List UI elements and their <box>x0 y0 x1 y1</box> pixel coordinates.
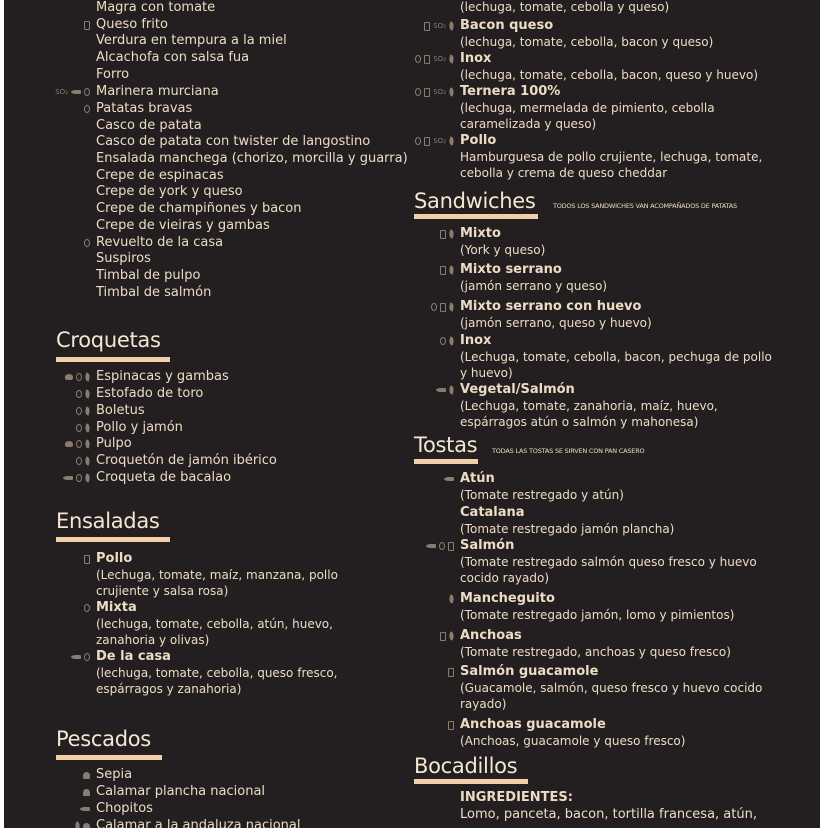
menu-item: Crepe de champiñones y bacon <box>96 201 302 216</box>
menu-item-description: (Tomate restregado, anchoas y queso fresco) <box>460 645 731 659</box>
sulphites-icon: SO₂ <box>433 88 446 96</box>
menu-item: Sepia <box>96 767 133 782</box>
egg-icon <box>76 440 82 448</box>
menu-item-title: Ternera 100% <box>460 84 561 99</box>
menu-item-title: Salmón <box>460 538 515 553</box>
leaf-icon <box>84 423 91 432</box>
fish-icon <box>436 388 446 392</box>
allergen-icons <box>34 553 90 565</box>
allergen-icons <box>398 630 454 642</box>
jar-icon <box>440 230 446 239</box>
menu-item: Croqueta de bacalao <box>96 470 232 485</box>
allergen-icons <box>34 786 90 798</box>
menu-item: Timbal de pulpo <box>96 268 201 283</box>
jar-icon <box>448 721 454 730</box>
menu-item-description: (Tomate restregado salmón queso fresco y huevo cocido rayado) <box>460 555 757 585</box>
allergen-icons <box>34 103 90 115</box>
allergen-icons <box>34 86 90 98</box>
menu-item: Verdura en tempura a la miel <box>96 33 287 48</box>
menu-item-description: (Lechuga, tomate, maíz, manzana, pollo crujiente y salsa rosa) <box>96 568 338 598</box>
menu-item-description: (Lechuga, tomate, cebolla, bacon, pechuga de pollo y huevo) <box>460 350 772 380</box>
bocadillos-ingredients-label: INGREDIENTES: <box>460 790 573 805</box>
egg-icon <box>84 88 90 96</box>
leaf-icon <box>448 265 455 274</box>
egg-icon <box>76 424 82 432</box>
jar-icon <box>424 22 430 31</box>
leaf-icon <box>448 136 455 145</box>
menu-item: Revuelto de la casa <box>96 235 224 250</box>
shell-icon <box>83 823 90 828</box>
menu-item: Magra con tomate <box>96 0 216 15</box>
menu-item-description: (lechuga, tomate, cebolla y queso) <box>460 0 670 14</box>
menu-item-title: Mixto serrano <box>460 262 562 277</box>
leaf-icon <box>448 87 455 96</box>
allergen-icons <box>34 388 90 400</box>
menu-item-description: Hamburguesa de pollo crujiente, lechuga, tomate, cebolla y crema de queso cheddar <box>460 150 763 180</box>
shell-icon <box>83 772 90 779</box>
menu-item-title: Bacon queso <box>460 18 554 33</box>
menu-item-title: Pollo <box>96 551 133 566</box>
allergen-icons <box>398 473 454 485</box>
jar-icon <box>84 555 90 564</box>
menu-item-description: (lechuga, tomate, cebolla, bacon, queso y huevo) <box>460 68 758 82</box>
egg-icon <box>415 88 421 96</box>
section-underline <box>56 537 170 542</box>
jar-icon <box>424 88 430 97</box>
menu-item: Crepe de espinacas <box>96 168 224 183</box>
allergen-icons <box>34 422 90 434</box>
jar-icon <box>440 266 446 275</box>
bocadillos-ingredients: Lomo, panceta, bacon, tortilla francesa, atún, <box>460 807 757 822</box>
menu-item-description: (lechuga, tomate, cebolla, bacon y queso) <box>460 35 714 49</box>
egg-icon <box>76 390 82 398</box>
jar-icon <box>440 303 446 312</box>
leaf-icon <box>448 54 455 63</box>
allergen-icons <box>34 455 90 467</box>
allergen-icons <box>398 53 454 65</box>
allergen-icons <box>34 438 90 450</box>
leaf-icon <box>84 406 91 415</box>
allergen-icons <box>34 651 90 663</box>
allergen-icons <box>34 803 90 815</box>
menu-item-title: Pollo <box>460 133 497 148</box>
leaf-icon <box>74 821 81 828</box>
menu-item-description: (Tomate restregado jamón plancha) <box>460 522 675 536</box>
menu-item-description: (jamón serrano, queso y huevo) <box>460 316 652 330</box>
leaf-icon <box>84 473 91 482</box>
section-underline <box>414 779 528 784</box>
menu-item-title: Anchoas <box>460 628 522 643</box>
allergen-icons <box>34 820 90 828</box>
menu-item-description: (lechuga, tomate, cebolla, atún, huevo, zanahoria y olivas) <box>96 617 333 647</box>
menu-item-title: Inox <box>460 51 492 66</box>
fish-icon <box>63 476 73 480</box>
menu-item-title: Salmón guacamole <box>460 664 599 679</box>
menu-item: Chopitos <box>96 801 153 816</box>
egg-icon <box>76 457 82 465</box>
allergen-icons <box>34 405 90 417</box>
egg-icon <box>439 542 445 550</box>
egg-icon <box>84 604 90 612</box>
egg-icon <box>76 474 82 482</box>
jar-icon <box>84 21 90 30</box>
egg-icon <box>440 337 446 345</box>
menu-item: Espinacas y gambas <box>96 369 229 384</box>
allergen-icons <box>398 335 454 347</box>
egg-icon <box>415 137 421 145</box>
leaf-icon <box>84 389 91 398</box>
menu-item-description: (jamón serrano y queso) <box>460 279 608 293</box>
leaf-icon <box>448 631 455 640</box>
allergen-icons <box>398 540 454 552</box>
menu-item: Queso frito <box>96 17 168 32</box>
allergen-icons <box>398 719 454 731</box>
fish-icon <box>71 655 81 659</box>
menu-item: Crepe de vieiras y gambas <box>96 218 270 233</box>
menu-item-description: (Tomate restregado y atún) <box>460 488 624 502</box>
menu-item-description: (Lechuga, tomate, zanahoria, maíz, huevo, espárragos atún o salmón y mahonesa) <box>460 399 718 429</box>
allergen-icons <box>34 602 90 614</box>
menu-item: Croquetón de jamón ibérico <box>96 453 277 468</box>
fish-icon <box>80 807 90 811</box>
crab-icon <box>65 374 73 380</box>
section-title-croquetas: Croquetas <box>56 328 161 352</box>
section-title-sandwiches: Sandwiches <box>414 189 536 213</box>
egg-icon <box>84 105 90 113</box>
shell-icon <box>83 789 90 796</box>
allergen-icons <box>34 19 90 31</box>
allergen-icons <box>398 135 454 147</box>
leaf-icon <box>448 21 455 30</box>
menu-page <box>4 0 820 828</box>
jar-icon <box>424 55 430 64</box>
menu-item-title: Mixto <box>460 226 501 241</box>
menu-item-title: Mancheguito <box>460 591 555 606</box>
allergen-icons <box>34 237 90 249</box>
menu-item: Estofado de toro <box>96 386 204 401</box>
allergen-icons <box>398 384 454 396</box>
menu-item: Calamar a la andaluza nacional <box>96 818 301 828</box>
egg-icon <box>84 239 90 247</box>
section-underline <box>56 755 162 760</box>
section-underline <box>414 459 478 464</box>
section-title-ensaladas: Ensaladas <box>56 509 160 533</box>
section-note-tostas: TODAS LAS TOSTAS SE SIRVEN CON PAN CASERO <box>492 447 645 455</box>
menu-item-title: Mixta <box>96 600 137 615</box>
menu-item: Marinera murciana <box>96 84 219 99</box>
jar-icon <box>424 137 430 146</box>
sulphites-icon: SO₂ <box>433 137 446 145</box>
menu-item-title: Anchoas guacamole <box>460 717 606 732</box>
menu-item-title: De la casa <box>96 649 171 664</box>
allergen-icons <box>398 264 454 276</box>
section-title-bocadillos: Bocadillos <box>414 754 518 778</box>
egg-icon <box>84 653 90 661</box>
allergen-icons <box>34 769 90 781</box>
section-title-tostas: Tostas <box>414 433 478 457</box>
menu-item-description: (Anchoas, guacamole y queso fresco) <box>460 734 686 748</box>
menu-item: Ensalada manchega (chorizo, morcilla y guarra) <box>96 151 408 166</box>
section-title-pescados: Pescados <box>56 727 151 751</box>
menu-item-title: Catalana <box>460 505 525 520</box>
leaf-icon <box>448 594 455 603</box>
leaf-icon <box>84 372 91 381</box>
sulphites-icon: SO₂ <box>433 22 446 30</box>
menu-item: Pollo y jamón <box>96 420 183 435</box>
section-note-sandwiches: TODOS LOS SANDWICHES VAN ACOMPAÑADOS DE PATATAS <box>553 202 737 210</box>
menu-item-description: (Guacamole, salmón, queso fresco y huevo cocido rayado) <box>460 681 763 711</box>
egg-icon <box>415 55 421 63</box>
leaf-icon <box>84 439 91 448</box>
allergen-icons <box>398 593 454 605</box>
fish-icon <box>71 90 81 94</box>
allergen-icons <box>398 666 454 678</box>
menu-item: Suspiros <box>96 251 151 266</box>
egg-icon <box>431 303 437 311</box>
leaf-icon <box>448 336 455 345</box>
menu-item: Pulpo <box>96 436 132 451</box>
menu-item-title: Inox <box>460 333 492 348</box>
sulphites-icon: SO₂ <box>433 55 446 63</box>
menu-item: Patatas bravas <box>96 101 193 116</box>
allergen-icons <box>398 86 454 98</box>
crab-icon <box>65 441 73 447</box>
jar-icon <box>440 632 446 641</box>
allergen-icons <box>398 228 454 240</box>
allergen-icons <box>398 301 454 313</box>
menu-item: Forro <box>96 67 130 82</box>
menu-item: Boletus <box>96 403 145 418</box>
egg-icon <box>76 373 82 381</box>
leaf-icon <box>84 456 91 465</box>
menu-item-description: (York y queso) <box>460 243 546 257</box>
jar-icon <box>448 668 454 677</box>
menu-item: Calamar plancha nacional <box>96 784 266 799</box>
allergen-icons <box>34 371 90 383</box>
menu-item-title: Vegetal/Salmón <box>460 382 575 397</box>
leaf-icon <box>448 302 455 311</box>
menu-item: Timbal de salmón <box>96 285 212 300</box>
menu-item: Casco de patata <box>96 118 202 133</box>
menu-item-description: (lechuga, tomate, cebolla, queso fresco, espárragos y zanahoria) <box>96 666 338 696</box>
allergen-icons <box>34 472 90 484</box>
allergen-icons <box>398 20 454 32</box>
section-underline <box>414 214 538 219</box>
menu-item: Alcachofa con salsa fua <box>96 50 250 65</box>
menu-item-title: Atún <box>460 471 495 486</box>
menu-item: Crepe de york y queso <box>96 184 243 199</box>
menu-item-title: Mixto serrano con huevo <box>460 299 642 314</box>
fish-icon <box>426 544 436 548</box>
menu-item: Casco de patata con twister de langostino <box>96 134 371 149</box>
menu-item-description: (Tomate restregado jamón, lomo y pimientos) <box>460 608 735 622</box>
section-underline <box>56 357 170 362</box>
jar-icon <box>448 542 454 551</box>
leaf-icon <box>448 229 455 238</box>
egg-icon <box>76 407 82 415</box>
menu-item-description: (lechuga, mermelada de pimiento, cebolla caramelizada y queso) <box>460 101 715 131</box>
leaf-icon <box>448 385 455 394</box>
sulphites-icon: SO₂ <box>55 88 68 96</box>
fish-icon <box>444 477 454 481</box>
